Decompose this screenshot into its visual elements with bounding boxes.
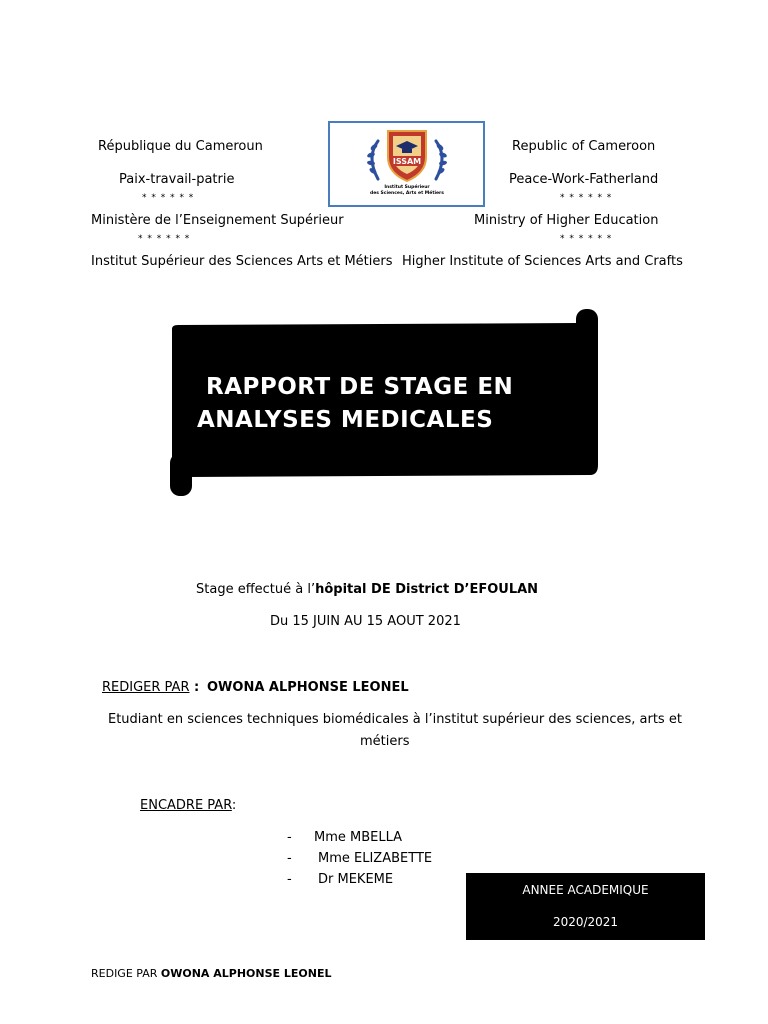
report-title-line-1: RAPPORT DE STAGE EN — [206, 374, 514, 400]
academic-year-value: 2020/2021 — [552, 915, 619, 929]
author-description-line-1: Etudiant en sciences techniques biomédicales à l’institut supérieur des sciences, arts et — [108, 712, 682, 727]
report-title-line-2: ANALYSES MEDICALES — [197, 407, 494, 433]
header-fr-motto: Paix-travail-patrie — [119, 172, 235, 187]
header-fr-institute: Institut Supérieur des Sciences Arts et Métiers — [91, 254, 393, 269]
svg-text:des Sciences, Arts et Métiers: des Sciences, Arts et Métiers — [370, 191, 444, 196]
header-en-institute: Higher Institute of Sciences Arts and Crafts — [402, 254, 683, 269]
header-en-stars-2: * * * * * * — [560, 234, 613, 244]
report-title — [197, 371, 513, 437]
supervisor-name: Dr MEKEME — [318, 872, 394, 887]
supervisor-name: Mme MBELLA — [314, 830, 403, 845]
supervisor-bullet: - — [287, 830, 292, 845]
internship-place: hôpital DE District D’EFOULAN — [315, 582, 539, 597]
academic-year-label: ANNEE ACADEMIQUE — [522, 883, 649, 897]
issam-logo — [328, 121, 485, 207]
author-colon: : — [189, 680, 200, 695]
supervisors-heading — [140, 798, 236, 814]
supervisor-bullet: - — [287, 851, 292, 866]
issam-emblem-icon — [330, 123, 483, 205]
supervisors-label: ENCADRE PAR — [140, 798, 232, 813]
header-en-country: Republic of Cameroon — [512, 139, 656, 154]
header-en-motto: Peace-Work-Fatherland — [509, 172, 659, 187]
author-line — [102, 680, 199, 696]
author-label: REDIGER PAR — [102, 680, 190, 695]
header-fr-stars-1: * * * * * * — [142, 193, 195, 203]
header-en-ministry: Ministry of Higher Education — [474, 213, 659, 228]
header-fr-ministry: Ministère de l’Enseignement Supérieur — [91, 213, 344, 228]
author-name: OWONA ALPHONSE LEONEL — [207, 680, 409, 695]
internship-line — [196, 582, 538, 598]
internship-dates: Du 15 JUIN AU 15 AOUT 2021 — [270, 614, 461, 629]
footer-name: OWONA ALPHONSE LEONEL — [160, 967, 332, 980]
supervisor-bullet: - — [287, 872, 292, 887]
author-description-line-2: métiers — [360, 734, 410, 749]
supervisor-name: Mme ELIZABETTE — [318, 851, 433, 866]
header-en-stars-1: * * * * * * — [560, 193, 613, 203]
svg-text:Institut Supérieur: Institut Supérieur — [384, 185, 430, 190]
page-footer — [91, 966, 331, 982]
supervisors-colon: : — [231, 798, 237, 813]
header-fr-stars-2: * * * * * * — [138, 234, 191, 244]
svg-text:ISSAM: ISSAM — [392, 157, 422, 166]
academic-year-box — [466, 873, 705, 940]
internship-prefix: Stage effectué à l’ — [196, 582, 316, 597]
header-fr-country: République du Cameroun — [98, 139, 263, 154]
footer-prefix: REDIGE PAR — [91, 967, 161, 980]
